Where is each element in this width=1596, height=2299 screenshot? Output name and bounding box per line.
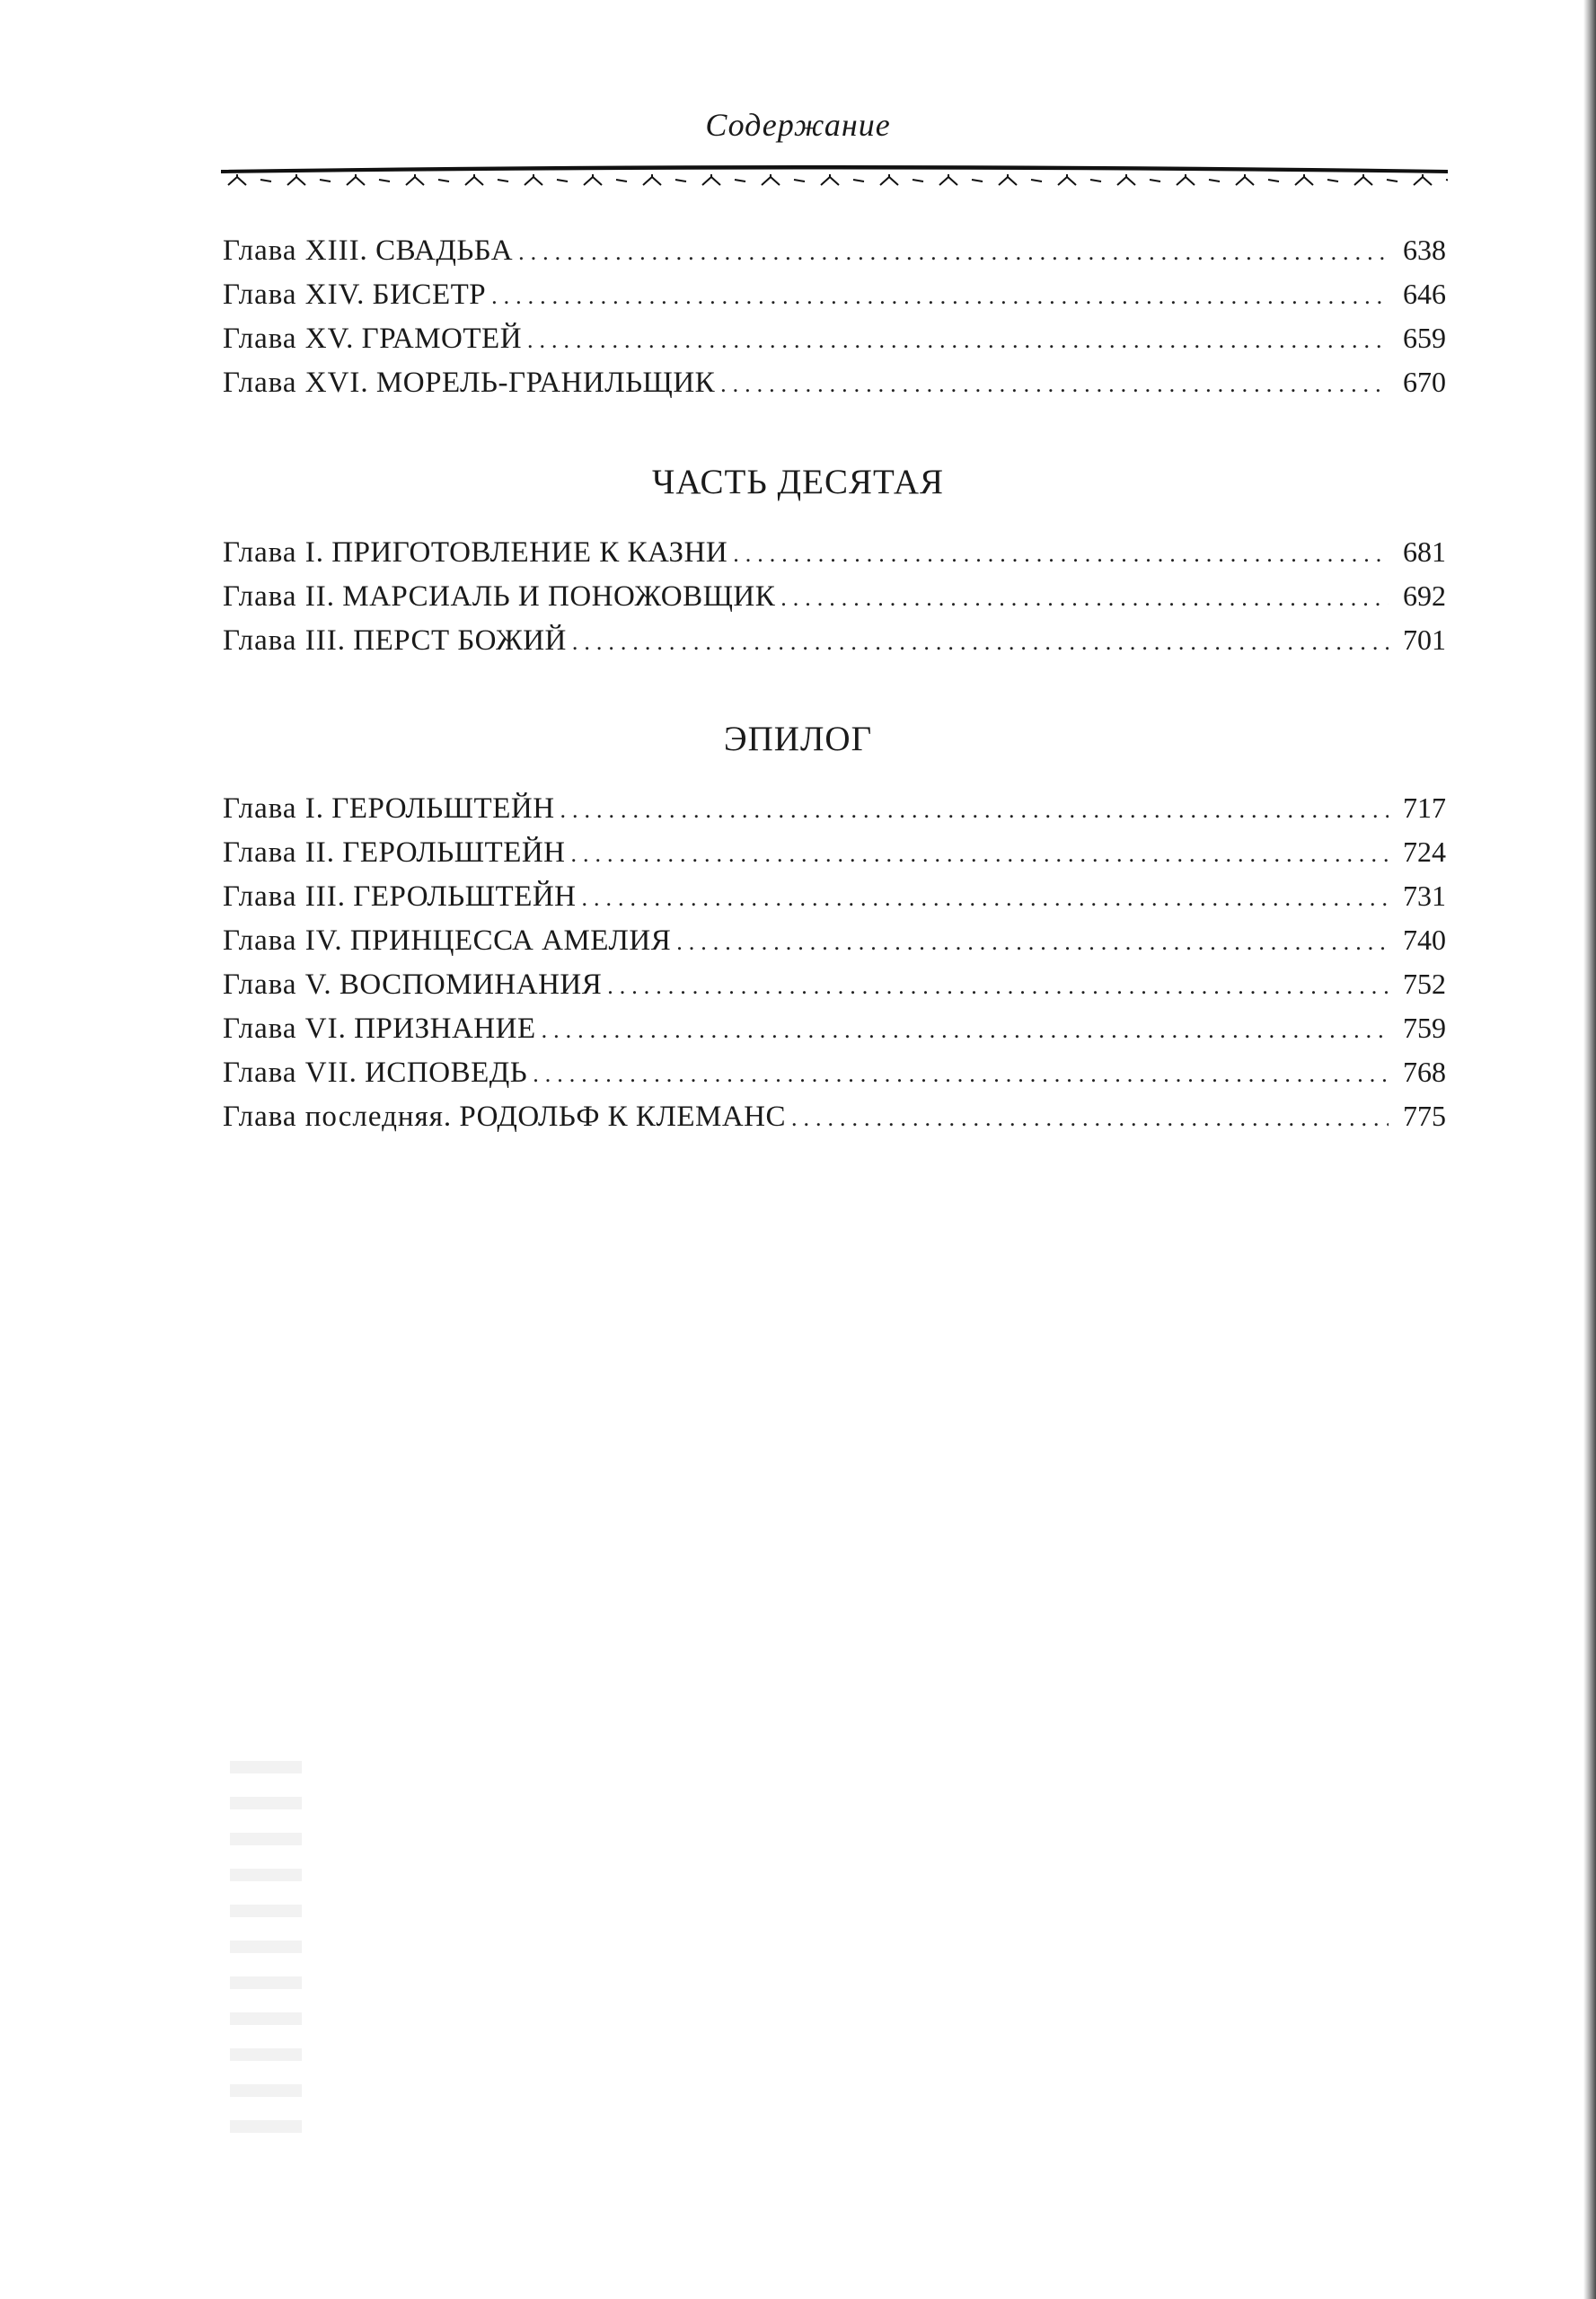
page-number: 670 <box>1403 366 1446 398</box>
show-through-bleed <box>230 1761 302 2138</box>
toc-entry <box>223 228 1446 272</box>
ornament-mark <box>762 174 780 185</box>
chapter-title: СВАДЬБА <box>375 234 514 267</box>
page-number: 775 <box>1403 1100 1446 1132</box>
ornament-dash <box>735 180 745 181</box>
toc-entry <box>223 786 1446 830</box>
ornament-dash <box>675 180 686 181</box>
ornament-mark <box>1354 174 1372 185</box>
chapter-title: ГРАМОТЕЙ <box>361 323 523 355</box>
toc-entry <box>223 962 1446 1006</box>
page-number: 717 <box>1403 791 1446 824</box>
chapter-title: ПРИНЦЕССА АМЕЛИЯ <box>349 924 672 957</box>
toc-entry <box>223 1094 1446 1138</box>
chapter-label: Глава XIV. <box>223 279 366 311</box>
chapter-label: Глава V. <box>223 968 332 1001</box>
ornament-mark <box>228 174 246 185</box>
toc-list-continued <box>223 228 1446 404</box>
chapter-title: МОРЕЛЬ-ГРАНИЛЬЩИК <box>375 367 716 399</box>
ornament-dash <box>1090 180 1101 181</box>
toc-entry <box>223 1050 1446 1094</box>
dot-leader <box>491 274 1389 318</box>
page-number: 638 <box>1403 234 1446 266</box>
ornament-dash <box>1446 180 1448 181</box>
chapter-label: Глава последняя. <box>223 1101 453 1133</box>
dot-leader <box>533 1052 1389 1096</box>
ornament-dash <box>1031 180 1042 181</box>
chapter-title: ГЕРОЛЬШТЕЙН <box>342 836 566 869</box>
dot-leader <box>733 532 1389 576</box>
ornament-dash <box>794 180 805 181</box>
chapter-label: Глава I. <box>223 536 324 569</box>
ornament-mark <box>406 174 424 185</box>
chapter-title: ГЕРОЛЬШТЕЙН <box>353 880 577 913</box>
ornament-dash <box>260 180 271 181</box>
ornament-mark <box>525 174 542 185</box>
chapter-label: Глава XIII. <box>223 234 368 267</box>
chapter-label: Глава XV. <box>223 323 355 355</box>
chapter-label: Глава VII. <box>223 1057 357 1089</box>
ornament-dash <box>1327 180 1338 181</box>
toc-entry <box>223 874 1446 918</box>
toc-list-part-ten <box>223 530 1446 662</box>
ornament-dash <box>498 180 508 181</box>
ornament-dash <box>1209 180 1220 181</box>
ornament-mark <box>1058 174 1076 185</box>
page-number: 659 <box>1403 322 1446 354</box>
dot-leader <box>542 1008 1389 1052</box>
running-header: Содержание <box>705 107 891 143</box>
dot-leader <box>720 362 1389 406</box>
ornament-dash <box>1387 180 1398 181</box>
chapter-title: ПРИЗНАНИЕ <box>354 1012 536 1045</box>
page-number: 752 <box>1403 968 1446 1000</box>
toc-entry <box>223 574 1446 618</box>
chapter-title: ГЕРОЛЬШТЕЙН <box>331 792 555 825</box>
dot-leader <box>518 230 1389 274</box>
ornament-mark <box>702 174 720 185</box>
page-edge-shadow <box>1583 0 1596 2299</box>
ornament-mark <box>465 174 483 185</box>
dot-leader <box>527 318 1389 362</box>
chapter-label: Глава II. <box>223 580 335 613</box>
ornament-mark <box>1295 174 1313 185</box>
page-number: 724 <box>1403 836 1446 868</box>
chapter-title: ПЕРСТ БОЖИЙ <box>353 624 567 657</box>
part-title: ЧАСТЬ ДЕСЯТАЯ <box>651 463 945 501</box>
chapter-label: Глава IV. <box>223 924 343 957</box>
page-number: 759 <box>1403 1012 1446 1044</box>
page-number: 681 <box>1403 535 1446 568</box>
page-number: 701 <box>1403 623 1446 656</box>
ornament-dash <box>853 180 864 181</box>
ornament-dash <box>972 180 983 181</box>
chapter-label: Глава XVI. <box>223 367 369 399</box>
chapter-label: Глава II. <box>223 836 335 869</box>
ornament-mark <box>939 174 957 185</box>
page-number: 646 <box>1403 278 1446 310</box>
ornament-mark <box>1117 174 1135 185</box>
ornament-mark <box>347 174 365 185</box>
ornament-mark <box>821 174 839 185</box>
ornament-dash <box>557 180 568 181</box>
toc-entry <box>223 316 1446 360</box>
chapter-title: ВОСПОМИНАНИЯ <box>339 968 603 1001</box>
ornament-dash <box>379 180 390 181</box>
ornament-mark <box>1414 174 1432 185</box>
ornament-mark <box>880 174 898 185</box>
chapter-title: МАРСИАЛЬ И ПОНОЖОВЩИК <box>342 580 776 613</box>
header-ornament-rule <box>221 162 1448 194</box>
page-number: 768 <box>1403 1056 1446 1088</box>
chapter-label: Глава I. <box>223 792 324 825</box>
dot-leader <box>572 620 1389 664</box>
chapter-title: БИСЕТР <box>372 279 487 311</box>
dot-leader <box>560 788 1389 832</box>
page-number: 692 <box>1403 579 1446 612</box>
ornament-mark <box>1236 174 1254 185</box>
ornament-mark <box>287 174 305 185</box>
ornament-mark <box>999 174 1017 185</box>
dot-leader <box>780 576 1389 620</box>
ornament-mark <box>643 174 661 185</box>
chapter-label: Глава III. <box>223 880 346 913</box>
dot-leader <box>791 1096 1389 1140</box>
ornament-dash <box>438 180 449 181</box>
chapter-title: ПРИГОТОВЛЕНИЕ К КАЗНИ <box>331 536 728 569</box>
toc-list-epilogue <box>223 786 1446 1138</box>
ornament-dash <box>616 180 627 181</box>
toc-entry <box>223 830 1446 874</box>
chapter-title: РОДОЛЬФ К КЛЕМАНС <box>459 1101 786 1133</box>
chapter-label: Глава VI. <box>223 1012 347 1045</box>
dot-leader <box>582 876 1389 920</box>
page-number: 740 <box>1403 924 1446 956</box>
ornament-mark <box>1177 174 1195 185</box>
toc-entry <box>223 618 1446 662</box>
ornament-dash <box>320 180 331 181</box>
toc-entry <box>223 360 1446 404</box>
ornament-mark <box>584 174 602 185</box>
dot-leader <box>571 832 1389 876</box>
ornament-dash <box>1268 180 1279 181</box>
toc-entry <box>223 272 1446 316</box>
dot-leader <box>676 920 1389 964</box>
chapter-label: Глава III. <box>223 624 346 657</box>
ornament-dash <box>913 180 923 181</box>
page-number: 731 <box>1403 880 1446 912</box>
ornament-dash <box>1150 180 1160 181</box>
epilogue-title: ЭПИЛОГ <box>723 720 873 758</box>
toc-entry <box>223 1006 1446 1050</box>
chapter-title: ИСПОВЕДЬ <box>365 1057 528 1089</box>
toc-entry <box>223 918 1446 962</box>
toc-entry <box>223 530 1446 574</box>
dot-leader <box>607 964 1389 1008</box>
